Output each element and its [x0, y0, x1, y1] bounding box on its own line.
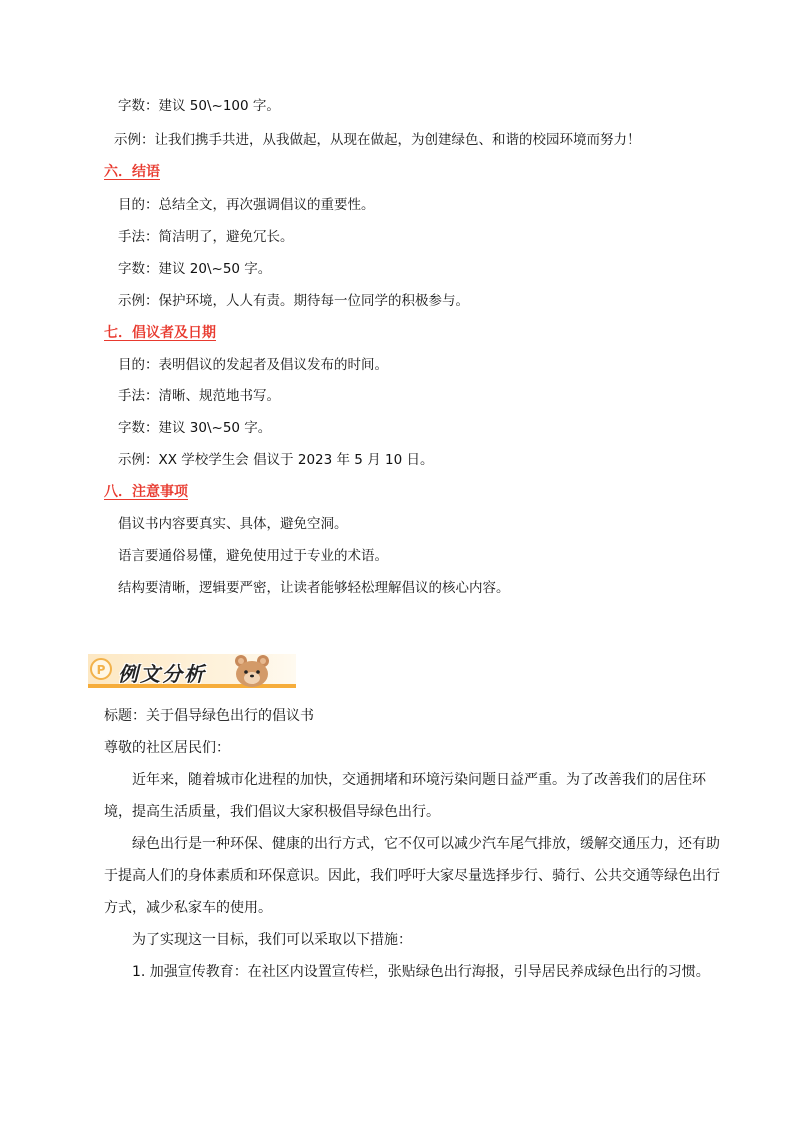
section-banner [88, 648, 298, 690]
banner-title: 例文分析 [118, 662, 206, 686]
example-title: 标题：关于倡导绿色出行的倡议书 [104, 708, 314, 724]
example-paragraph: 1. 加强宣传教育：在社区内设置宣传栏，张贴绿色出行海报，引导居民养成绿色出行的习惯。 [132, 964, 710, 980]
section-heading: 六．结语 [104, 164, 160, 180]
text-line: 手法：简洁明了，避免冗长。 [118, 229, 294, 245]
text-line: 示例：保护环境，人人有责。期待每一位同学的积极参与。 [118, 293, 469, 309]
section-heading: 八．注意事项 [104, 484, 188, 500]
text-line: 倡议书内容要真实、具体，避免空洞。 [118, 516, 348, 532]
text-line: 目的：表明倡议的发起者及倡议发布的时间。 [118, 357, 388, 373]
example-paragraph: 为了实现这一目标，我们可以采取以下措施： [132, 932, 412, 948]
bear-icon [232, 652, 272, 688]
section-heading: 七．倡议者及日期 [104, 325, 216, 341]
text-line: 字数：建议 30\~50 字。 [118, 420, 272, 436]
text-line: 示例：XX 学校学生会 倡议于 2023 年 5 月 10 日。 [118, 452, 434, 468]
text-line: 字数：建议 20\~50 字。 [118, 261, 272, 277]
text-line: 手法：清晰、规范地书写。 [118, 388, 280, 404]
text-line: 字数：建议 50\~100 字。 [118, 98, 280, 114]
example-salutation: 尊敬的社区居民们： [104, 740, 230, 756]
example-paragraph: 近年来，随着城市化进程的加快，交通拥堵和环境污染问题日益严重。为了改善我们的居住环境，提高生活质量，我们倡议大家积极倡导绿色出行。 [104, 772, 706, 820]
text-line: 结构要清晰，逻辑要严密，让读者能够轻松理解倡议的核心内容。 [118, 580, 510, 596]
example-paragraph: 绿色出行是一种环保、健康的出行方式，它不仅可以减少汽车尾气排放，缓解交通压力，还有助于提高人们的身体素质和环保意识。因此，我们呼吁大家尽量选择步行、骑行、公共交通等绿色出行方式，减少私家车的使用。 [104, 836, 720, 916]
text-line: 示例：让我们携手共进，从我做起，从现在做起，为创建绿色、和谐的校园环境而努力！ [114, 132, 641, 148]
text-line: 语言要通俗易懂，避免使用过于专业的术语。 [118, 548, 388, 564]
p-badge-icon: P [90, 658, 112, 680]
text-line: 目的：总结全文，再次强调倡议的重要性。 [118, 197, 375, 213]
